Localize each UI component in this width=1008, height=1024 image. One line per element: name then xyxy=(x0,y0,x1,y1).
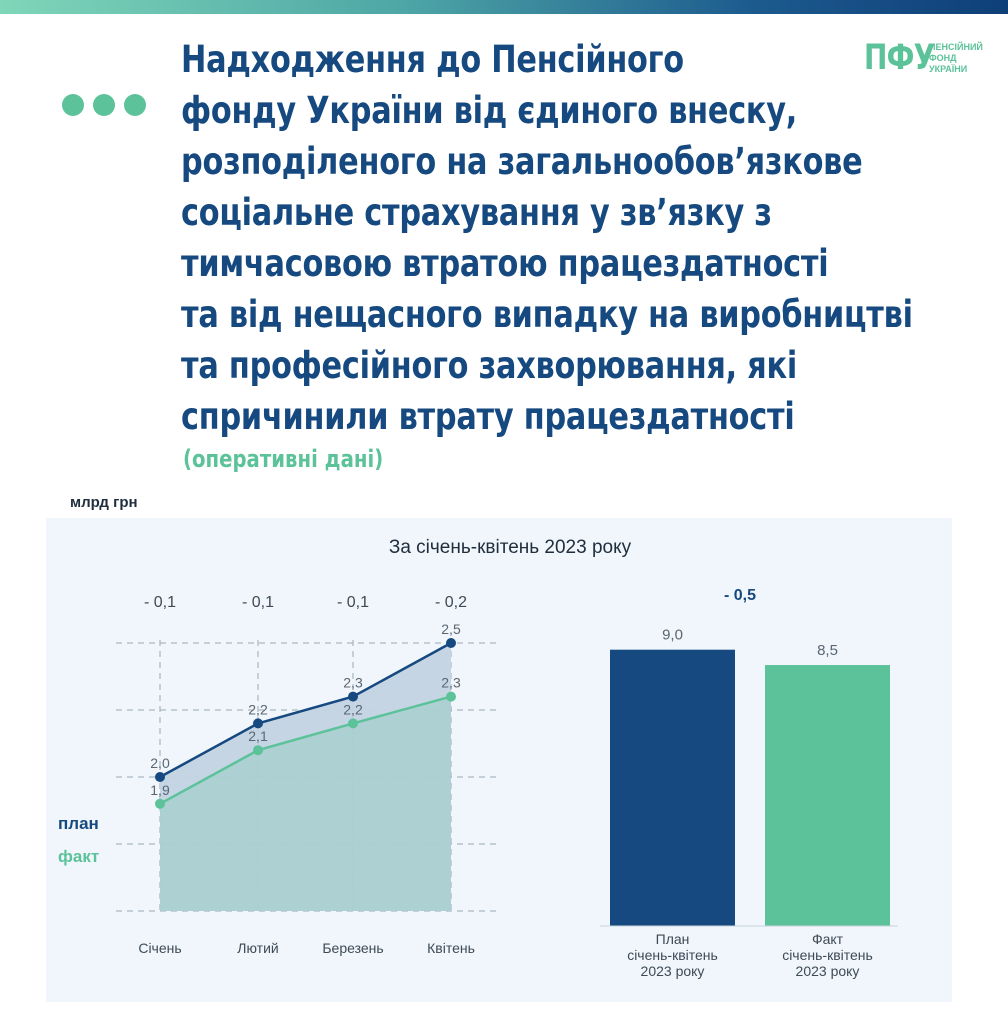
fact-point xyxy=(348,718,358,728)
x-tick-label: Квітень xyxy=(427,940,475,956)
title-line: та від нещасного випадку на виробництві xyxy=(181,293,913,336)
plan-point xyxy=(155,772,165,782)
title-line: Надходження до Пенсійного xyxy=(181,38,684,81)
chart-title: За січень-квітень 2023 року xyxy=(388,537,632,558)
difference-label: - 0,1 xyxy=(336,594,370,611)
bar-category-label: 2023 року xyxy=(640,963,705,979)
plan-point xyxy=(253,718,263,728)
bar-value-label: 8,5 xyxy=(817,642,838,660)
fact-point xyxy=(446,692,456,702)
bar-category-label: План xyxy=(655,931,690,947)
bar-category-label: 2023 року xyxy=(795,963,860,979)
bar-difference-label: - 0,5 xyxy=(723,587,757,604)
plan-value-label: 2,0 xyxy=(150,755,170,771)
bar-category-label: січень-квітень xyxy=(627,947,718,963)
plan-point xyxy=(446,638,456,648)
bar xyxy=(765,665,890,926)
plan-value-label: 2,5 xyxy=(441,621,461,637)
x-tick-label: Лютий xyxy=(237,940,279,956)
logo-text-line: УКРАЇНИ xyxy=(929,63,968,74)
x-tick-label: Січень xyxy=(138,940,182,956)
difference-label: - 0,1 xyxy=(143,594,177,611)
plan-value-label: 2,3 xyxy=(343,674,363,691)
plan-value-label: 2,2 xyxy=(248,701,268,718)
legend-fact: факт xyxy=(58,847,100,866)
logo-text-line: ПЕНСІЙНИЙ xyxy=(929,41,983,52)
fact-value-label: 2,2 xyxy=(343,701,363,718)
plan-point xyxy=(348,692,358,702)
fact-point xyxy=(155,799,165,809)
x-tick-label: Березень xyxy=(322,940,384,956)
bar-value-label: 9,0 xyxy=(662,626,683,644)
fact-point xyxy=(253,745,263,755)
bar xyxy=(610,650,735,926)
title-line: соціальне страхування у зв’язку з xyxy=(181,191,772,234)
bar-category-label: січень-квітень xyxy=(782,947,873,963)
legend-plan: план xyxy=(58,814,99,833)
fact-value-label: 2,1 xyxy=(248,728,268,745)
logo-text-line: ФОНД xyxy=(929,52,957,63)
fact-value-label: 2,3 xyxy=(441,674,461,691)
bar-category-label: Факт xyxy=(811,931,844,947)
unit-label: млрд грн xyxy=(70,494,138,511)
title-line: тимчасовою втратою працездатності xyxy=(181,242,829,285)
title-line: спричинили втрату працездатності xyxy=(181,395,795,438)
difference-label: - 0,1 xyxy=(241,594,275,611)
title-line: розподіленого на загальнообов’язкове xyxy=(181,140,863,183)
logo-mark: ПФУ xyxy=(864,38,935,78)
title-line: фонду України від єдиного внеску, xyxy=(181,89,798,132)
subtitle: (оперативні дані) xyxy=(183,445,384,473)
title-line: та професійного захворювання, які xyxy=(181,344,797,387)
difference-label: - 0,2 xyxy=(434,594,468,611)
fact-value-label: 1,9 xyxy=(150,781,170,798)
